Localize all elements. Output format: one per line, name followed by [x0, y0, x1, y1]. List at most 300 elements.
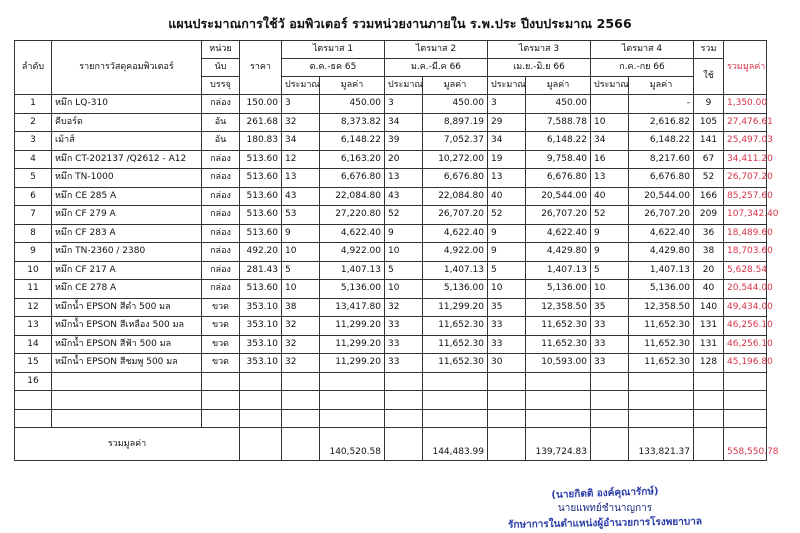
row-item: หมึก CF 279 A [52, 206, 202, 225]
row-q3-qty: 34 [488, 132, 526, 151]
table-row [15, 206, 767, 225]
header-total-use-1: รวม [694, 41, 724, 59]
row-q1-qty: 34 [282, 132, 320, 151]
row-unit: กล่อง [202, 261, 240, 280]
row-unit: กล่อง [202, 187, 240, 206]
row-no: 16 [15, 372, 52, 391]
row-q1-value [320, 391, 385, 410]
row-unit: ขวด [202, 317, 240, 336]
table-row [15, 280, 767, 299]
row-total-value: 5,628.54 [724, 261, 767, 280]
signature-block [500, 486, 710, 531]
row-q1-value: 4,622.40 [320, 224, 385, 243]
row-no: 9 [15, 243, 52, 262]
row-price: 353.10 [240, 298, 282, 317]
header-qty-q4: ประมาณ [591, 77, 629, 95]
row-item: หมึก CE 278 A [52, 280, 202, 299]
row-q1-qty: 53 [282, 206, 320, 225]
row-q1-value: 4,922.00 [320, 243, 385, 262]
signature-name: (นายกิตติ องค์คุณารักษ์) [551, 486, 659, 501]
document-title: แผนประมาณการใช้วั อมพิวเตอร์ รวมหน่วยงานภายใน ร.พ.ประ ปีงบประมาณ 2566 [168, 16, 632, 31]
row-item: หมึกน้ำ EPSON สีดำ 500 มล [52, 298, 202, 317]
table-row [15, 132, 767, 151]
row-q4-qty: 35 [591, 298, 629, 317]
row-unit: ขวด [202, 298, 240, 317]
row-q4-value: 20,544.00 [629, 187, 694, 206]
row-q3-qty: 9 [488, 243, 526, 262]
row-q1-value: 1,407.13 [320, 261, 385, 280]
row-total-use: 131 [694, 317, 724, 336]
row-q2-qty: 33 [385, 317, 423, 336]
row-q3-qty: 52 [488, 206, 526, 225]
table-body [15, 95, 779, 428]
row-no: 14 [15, 335, 52, 354]
row-q2-qty: 20 [385, 150, 423, 169]
row-q1-value: 450.00 [320, 95, 385, 114]
row-q4-qty: 34 [591, 132, 629, 151]
row-price: 150.00 [240, 95, 282, 114]
total-value-q4: 133,821.37 [629, 428, 694, 461]
row-no: 1 [15, 95, 52, 114]
row-q1-qty: 12 [282, 150, 320, 169]
row-q4-qty [591, 95, 629, 114]
row-total-use: 131 [694, 335, 724, 354]
row-q1-value: 6,148.22 [320, 132, 385, 151]
header-price: ราคา [240, 41, 282, 95]
row-no: 8 [15, 224, 52, 243]
row-q2-value: 11,652.30 [423, 317, 488, 336]
row-q1-qty: 32 [282, 113, 320, 132]
row-total-use: 128 [694, 354, 724, 373]
row-item: หมึก CE 285 A [52, 187, 202, 206]
row-q2-qty: 33 [385, 335, 423, 354]
row-total-value: 25,497.03 [724, 132, 767, 151]
row-price: 353.10 [240, 317, 282, 336]
header-total-value: รวมมูลค่า [724, 41, 767, 95]
row-item: หมึก TN-2360 / 2380 [52, 243, 202, 262]
row-q3-value: 26,707.20 [526, 206, 591, 225]
row-q1-value: 5,136.00 [320, 280, 385, 299]
row-price: 513.60 [240, 206, 282, 225]
row-q2-value: 11,299.20 [423, 298, 488, 317]
header-value-q1: มูลค่า [320, 77, 385, 95]
row-item: เม้าส์ [52, 132, 202, 151]
row-q4-qty: 9 [591, 243, 629, 262]
row-q3-value: 11,652.30 [526, 317, 591, 336]
row-item: คีบอร์ด [52, 113, 202, 132]
row-total-value: 34,411.20 [724, 150, 767, 169]
row-unit [202, 391, 240, 410]
header-unit-1: หน่วย [202, 41, 240, 59]
row-q2-value: 10,272.00 [423, 150, 488, 169]
row-q1-qty [282, 391, 320, 410]
row-total-use: 141 [694, 132, 724, 151]
row-q1-value: 11,299.20 [320, 335, 385, 354]
row-q2-value: 5,136.00 [423, 280, 488, 299]
row-total-use: 38 [694, 243, 724, 262]
row-q3-value [526, 391, 591, 410]
row-q1-qty: 38 [282, 298, 320, 317]
row-q4-value: 6,676.80 [629, 169, 694, 188]
row-no: 5 [15, 169, 52, 188]
table-row [15, 317, 767, 336]
row-no [15, 409, 52, 428]
totals-use-blank [694, 428, 724, 461]
row-q4-value: 11,652.30 [629, 354, 694, 373]
row-q2-qty [385, 409, 423, 428]
row-q4-qty [591, 391, 629, 410]
table-row [15, 150, 767, 169]
table-row [15, 298, 767, 317]
header-item: รายการวัสดุคอมพิวเตอร์ [52, 41, 202, 95]
row-total-use: 9 [694, 95, 724, 114]
row-total-value [724, 391, 767, 410]
totals-section [15, 428, 779, 461]
row-q4-qty [591, 409, 629, 428]
row-q4-value: 12,358.50 [629, 298, 694, 317]
header-value-q4: มูลค่า [629, 77, 694, 95]
row-q2-value: 8,897.19 [423, 113, 488, 132]
row-q1-qty: 32 [282, 354, 320, 373]
row-q3-qty: 9 [488, 224, 526, 243]
row-q2-value: 6,676.80 [423, 169, 488, 188]
row-q3-qty: 40 [488, 187, 526, 206]
header-quarter-4: ไตรมาส 4 [591, 41, 694, 59]
row-q4-qty: 33 [591, 335, 629, 354]
row-q3-value: 6,148.22 [526, 132, 591, 151]
row-q2-qty: 33 [385, 354, 423, 373]
row-total-use: 140 [694, 298, 724, 317]
row-q2-value: 450.00 [423, 95, 488, 114]
row-q2-qty: 43 [385, 187, 423, 206]
total-value-q3: 139,724.83 [526, 428, 591, 461]
totals-q2-blank [385, 428, 423, 461]
row-q1-value [320, 409, 385, 428]
table-row [15, 335, 767, 354]
row-q4-qty [591, 372, 629, 391]
row-total-use: 36 [694, 224, 724, 243]
row-q2-qty: 52 [385, 206, 423, 225]
totals-row [15, 428, 767, 461]
totals-q3-blank [488, 428, 526, 461]
row-item: หมึกน้ำ EPSON สีฟ้า 500 มล [52, 335, 202, 354]
row-q1-qty: 9 [282, 224, 320, 243]
row-q3-value: 5,136.00 [526, 280, 591, 299]
total-value-q1: 140,520.58 [320, 428, 385, 461]
row-q1-qty: 10 [282, 280, 320, 299]
row-price: 513.60 [240, 224, 282, 243]
row-item: หมึก CF 217 A [52, 261, 202, 280]
row-total-value: 27,476.61 [724, 113, 767, 132]
row-total-use [694, 372, 724, 391]
totals-price-blank [240, 428, 282, 461]
row-price: 281.43 [240, 261, 282, 280]
row-price: 353.10 [240, 354, 282, 373]
row-q2-value: 4,922.00 [423, 243, 488, 262]
row-unit: กล่อง [202, 243, 240, 262]
header-unit-3: บรรจุ [202, 77, 240, 95]
row-unit: ขวด [202, 354, 240, 373]
table-row [15, 391, 767, 410]
totals-label: รวมมูลค่า [15, 428, 240, 461]
row-q4-qty: 33 [591, 317, 629, 336]
row-no [15, 391, 52, 410]
row-item: หมึก CF 283 A [52, 224, 202, 243]
row-q4-value: 2,616.82 [629, 113, 694, 132]
header-qty-q2: ประมาณ [385, 77, 423, 95]
row-total-use: 40 [694, 280, 724, 299]
row-q3-qty [488, 409, 526, 428]
row-q2-qty: 9 [385, 224, 423, 243]
row-q3-value: 6,676.80 [526, 169, 591, 188]
row-q4-qty: 5 [591, 261, 629, 280]
row-q3-qty: 13 [488, 169, 526, 188]
row-q4-value: 4,622.40 [629, 224, 694, 243]
row-q2-qty: 34 [385, 113, 423, 132]
row-no: 2 [15, 113, 52, 132]
table-header [15, 41, 767, 95]
row-q4-value [629, 409, 694, 428]
row-q3-value: 4,429.80 [526, 243, 591, 262]
row-total-value: 45,196.80 [724, 354, 767, 373]
row-q2-value [423, 409, 488, 428]
row-price: 261.68 [240, 113, 282, 132]
row-total-value [724, 409, 767, 428]
row-price: 492.20 [240, 243, 282, 262]
row-q3-qty [488, 372, 526, 391]
row-q3-qty: 19 [488, 150, 526, 169]
row-q4-value [629, 391, 694, 410]
row-q2-value: 11,652.30 [423, 335, 488, 354]
row-q2-value [423, 372, 488, 391]
row-q1-qty [282, 372, 320, 391]
row-q1-value: 11,299.20 [320, 317, 385, 336]
table-row [15, 354, 767, 373]
row-total-use [694, 391, 724, 410]
row-q1-value: 6,676.80 [320, 169, 385, 188]
header-quarter-3: ไตรมาส 3 [488, 41, 591, 59]
row-q3-qty: 3 [488, 95, 526, 114]
row-q2-qty: 3 [385, 95, 423, 114]
row-q4-qty: 10 [591, 113, 629, 132]
row-q2-qty: 39 [385, 132, 423, 151]
row-q1-qty [282, 409, 320, 428]
row-q4-value [629, 372, 694, 391]
row-total-use: 166 [694, 187, 724, 206]
row-total-use: 67 [694, 150, 724, 169]
row-price [240, 372, 282, 391]
row-total-value: 46,256.10 [724, 335, 767, 354]
row-q4-qty: 13 [591, 169, 629, 188]
row-total-value: 1,350.00 [724, 95, 767, 114]
row-unit: ขวด [202, 335, 240, 354]
row-q2-qty: 10 [385, 243, 423, 262]
row-q1-qty: 32 [282, 335, 320, 354]
row-total-value [724, 372, 767, 391]
row-price: 513.60 [240, 187, 282, 206]
row-q2-value: 1,407.13 [423, 261, 488, 280]
row-q3-value [526, 409, 591, 428]
grand-total-value: 558,550.78 [724, 428, 767, 461]
row-q2-qty [385, 372, 423, 391]
row-price: 353.10 [240, 335, 282, 354]
row-q2-qty: 10 [385, 280, 423, 299]
row-no: 7 [15, 206, 52, 225]
row-q1-qty: 13 [282, 169, 320, 188]
header-period-2: ม.ค.-มี.ค 66 [385, 59, 488, 77]
row-q4-qty: 9 [591, 224, 629, 243]
row-item [52, 391, 202, 410]
row-q1-value: 27,220.80 [320, 206, 385, 225]
row-q4-value: 8,217.60 [629, 150, 694, 169]
table-row [15, 409, 767, 428]
computer-supplies-plan-table [14, 40, 779, 461]
table-row [15, 372, 767, 391]
row-q3-value: 12,358.50 [526, 298, 591, 317]
row-q2-value: 7,052.37 [423, 132, 488, 151]
row-q2-value [423, 391, 488, 410]
header-quarter-1: ไตรมาส 1 [282, 41, 385, 59]
header-unit-2: นับ [202, 59, 240, 77]
signature-position: นายแพทย์ชำนาญการ [557, 503, 653, 514]
row-total-use [694, 409, 724, 428]
row-q4-qty: 16 [591, 150, 629, 169]
signature-acting: รักษาการในตำแหน่งผู้อำนวยการโรงพยาบาล [507, 516, 703, 531]
row-q1-value: 6,163.20 [320, 150, 385, 169]
row-item: หมึก CT-202137 /Q2612 - A12 [52, 150, 202, 169]
row-total-use: 52 [694, 169, 724, 188]
row-unit: อัน [202, 113, 240, 132]
row-q1-value [320, 372, 385, 391]
row-no: 10 [15, 261, 52, 280]
row-no: 4 [15, 150, 52, 169]
row-item [52, 409, 202, 428]
row-item [52, 372, 202, 391]
header-qty-q3: ประมาณ [488, 77, 526, 95]
row-item: หมึกน้ำ EPSON สีเหลือง 500 มล [52, 317, 202, 336]
row-q1-value: 22,084.80 [320, 187, 385, 206]
row-q1-qty: 32 [282, 317, 320, 336]
row-price: 513.60 [240, 169, 282, 188]
row-q3-qty: 10 [488, 280, 526, 299]
table-row [15, 169, 767, 188]
row-no: 6 [15, 187, 52, 206]
row-unit [202, 372, 240, 391]
row-no: 15 [15, 354, 52, 373]
row-q4-value: 6,148.22 [629, 132, 694, 151]
row-q1-value: 11,299.20 [320, 354, 385, 373]
row-q1-value: 13,417.80 [320, 298, 385, 317]
header-period-4: ก.ค.-กย 66 [591, 59, 694, 77]
row-q3-qty: 5 [488, 261, 526, 280]
row-q3-value: 1,407.13 [526, 261, 591, 280]
header-total-use-2: ใช้ [694, 59, 724, 95]
row-q2-value: 26,707.20 [423, 206, 488, 225]
row-price [240, 391, 282, 410]
row-total-value: 46,256.10 [724, 317, 767, 336]
total-value-q2: 144,483.99 [423, 428, 488, 461]
totals-q4-blank [591, 428, 629, 461]
row-price: 513.60 [240, 280, 282, 299]
row-q2-value: 22,084.80 [423, 187, 488, 206]
row-price [240, 409, 282, 428]
row-q1-qty: 43 [282, 187, 320, 206]
row-q3-qty: 29 [488, 113, 526, 132]
row-q3-value: 20,544.00 [526, 187, 591, 206]
row-unit: กล่อง [202, 206, 240, 225]
row-price: 180.83 [240, 132, 282, 151]
row-q4-value: 5,136.00 [629, 280, 694, 299]
header-qty-q1: ประมาณ [282, 77, 320, 95]
row-total-value: 18,703.60 [724, 243, 767, 262]
row-q3-value [526, 372, 591, 391]
row-no: 11 [15, 280, 52, 299]
row-unit [202, 409, 240, 428]
row-q2-value: 4,622.40 [423, 224, 488, 243]
row-q3-value: 4,622.40 [526, 224, 591, 243]
row-q2-qty [385, 391, 423, 410]
row-total-value: 49,434.00 [724, 298, 767, 317]
row-q4-value: 11,652.30 [629, 317, 694, 336]
row-q2-qty: 13 [385, 169, 423, 188]
row-q3-qty: 33 [488, 317, 526, 336]
row-unit: กล่อง [202, 150, 240, 169]
row-q1-value: 8,373.82 [320, 113, 385, 132]
row-item: หมึก TN-1000 [52, 169, 202, 188]
row-q1-qty: 10 [282, 243, 320, 262]
row-q3-qty: 33 [488, 335, 526, 354]
header-period-3: เม.ย.-มิ.ย 66 [488, 59, 591, 77]
row-total-value: 85,257.60 [724, 187, 767, 206]
row-q3-value: 450.00 [526, 95, 591, 114]
row-q2-qty: 32 [385, 298, 423, 317]
row-unit: กล่อง [202, 280, 240, 299]
totals-q1-blank [282, 428, 320, 461]
row-unit: กล่อง [202, 95, 240, 114]
row-no: 13 [15, 317, 52, 336]
header-seq: ลำดับ [15, 41, 52, 95]
table-row [15, 95, 767, 114]
table-row [15, 243, 767, 262]
row-q2-qty: 5 [385, 261, 423, 280]
row-q4-value: 4,429.80 [629, 243, 694, 262]
header-quarter-2: ไตรมาส 2 [385, 41, 488, 59]
row-q3-value: 11,652.30 [526, 335, 591, 354]
row-total-value: 20,544.00 [724, 280, 767, 299]
row-q3-value: 9,758.40 [526, 150, 591, 169]
header-value-q2: มูลค่า [423, 77, 488, 95]
row-q4-value: 1,407.13 [629, 261, 694, 280]
table-row [15, 224, 767, 243]
row-q4-qty: 33 [591, 354, 629, 373]
header-period-1: ต.ค.-ธค 65 [282, 59, 385, 77]
row-q4-qty: 40 [591, 187, 629, 206]
row-total-value: 18,489.60 [724, 224, 767, 243]
row-item: หมึก LQ-310 [52, 95, 202, 114]
row-q1-qty: 3 [282, 95, 320, 114]
table-row [15, 187, 767, 206]
table-row [15, 261, 767, 280]
row-q3-value: 10,593.00 [526, 354, 591, 373]
row-q3-value: 7,588.78 [526, 113, 591, 132]
row-item: หมึกน้ำ EPSON สีชมพู 500 มล [52, 354, 202, 373]
row-unit: กล่อง [202, 169, 240, 188]
row-unit: อัน [202, 132, 240, 151]
row-total-use: 20 [694, 261, 724, 280]
table-row [15, 113, 767, 132]
row-q3-qty: 30 [488, 354, 526, 373]
row-total-use: 209 [694, 206, 724, 225]
